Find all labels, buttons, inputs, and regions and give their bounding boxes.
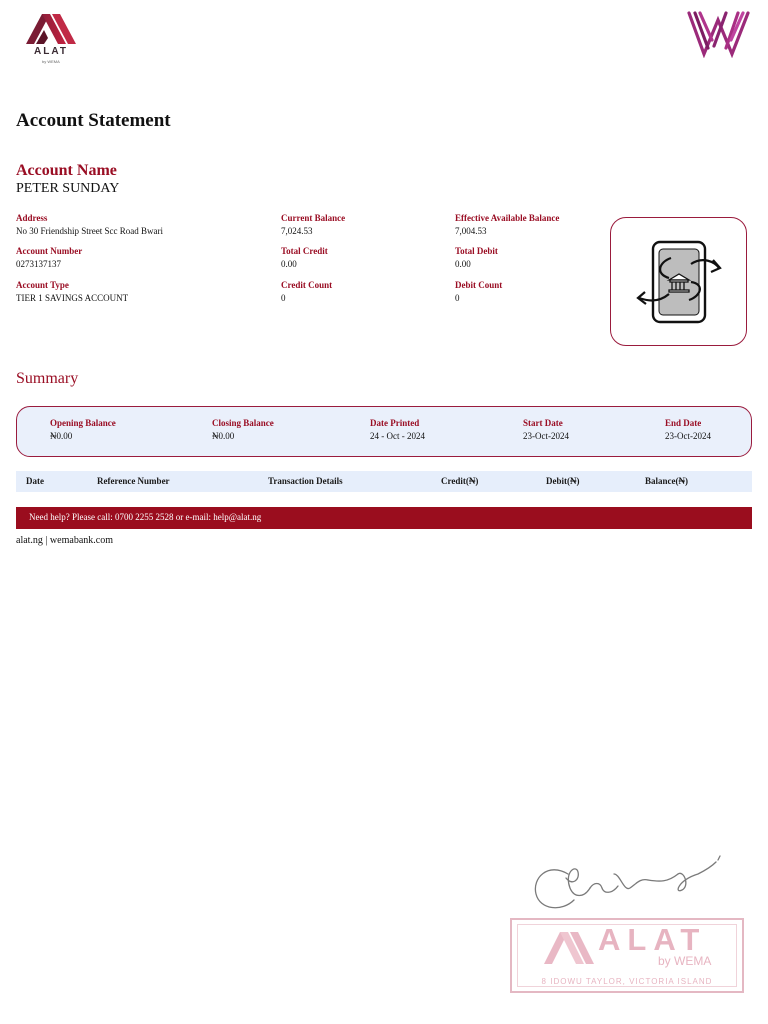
effective-balance-value: 7,004.53 <box>455 226 487 236</box>
account-type-label: Account Type <box>16 280 69 290</box>
opening-balance-value: ₦0.00 <box>50 431 73 441</box>
account-type-value: TIER 1 SAVINGS ACCOUNT <box>16 293 129 303</box>
column-reference-number: Reference Number <box>97 476 170 486</box>
wema-w-icon <box>686 10 752 58</box>
debit-count-label: Debit Count <box>455 280 503 290</box>
bank-transfer-card <box>610 217 747 346</box>
transactions-table-header <box>16 471 752 492</box>
stamp-alat-mark-icon <box>540 928 596 968</box>
closing-balance-label: Closing Balance <box>212 418 274 428</box>
total-debit-label: Total Debit <box>455 246 498 256</box>
total-credit-label: Total Credit <box>281 246 328 256</box>
closing-balance-value: ₦0.00 <box>212 431 235 441</box>
current-balance-value: 7,024.53 <box>281 226 313 236</box>
date-printed-label: Date Printed <box>370 418 420 428</box>
start-date-label: Start Date <box>523 418 563 428</box>
signature <box>528 852 724 918</box>
credit-count-value: 0 <box>281 293 286 303</box>
address-label: Address <box>16 213 48 223</box>
stamp-address: 8 IDOWU TAYLOR, VICTORIA ISLAND <box>541 977 713 986</box>
credit-count-label: Credit Count <box>281 280 333 290</box>
alat-logo <box>22 10 78 66</box>
signature-icon <box>528 852 724 918</box>
company-stamp <box>510 918 744 993</box>
date-printed-value: 24 - Oct - 2024 <box>370 431 425 441</box>
page-title: Account Statement <box>16 110 171 131</box>
account-number-value: 0273137137 <box>16 259 61 269</box>
column-transaction-details: Transaction Details <box>268 476 343 486</box>
column-balance: Balance(₦) <box>645 476 688 486</box>
total-debit-value: 0.00 <box>455 259 471 269</box>
column-credit: Credit(₦) <box>441 476 479 486</box>
summary-box <box>16 406 752 457</box>
end-date-value: 23-Oct-2024 <box>665 431 711 441</box>
end-date-label: End Date <box>665 418 702 428</box>
alat-logo-subtext: by WEMA <box>42 59 60 64</box>
help-text: Need help? Please call: 0700 2255 2528 or e-mail: help@alat.ng <box>29 512 262 522</box>
site-links: alat.ng | wemabank.com <box>16 535 113 546</box>
help-bar <box>16 507 752 529</box>
current-balance-label: Current Balance <box>281 213 346 223</box>
bank-transfer-icon <box>611 218 745 344</box>
alat-mark-icon <box>22 10 78 50</box>
column-debit: Debit(₦) <box>546 476 580 486</box>
wema-logo <box>686 10 752 58</box>
summary-title: Summary <box>16 370 79 387</box>
account-number-label: Account Number <box>16 246 83 256</box>
total-credit-value: 0.00 <box>281 259 297 269</box>
column-date: Date <box>26 476 44 486</box>
account-name-value: PETER SUNDAY <box>16 181 120 196</box>
account-name-label: Account Name <box>16 162 117 179</box>
debit-count-value: 0 <box>455 293 460 303</box>
effective-balance-label: Effective Available Balance <box>455 213 560 223</box>
stamp-brand: ALAT <box>598 922 707 957</box>
address-value: No 30 Friendship Street Scc Road Bwari <box>16 226 163 236</box>
opening-balance-label: Opening Balance <box>50 418 116 428</box>
stamp-by: by WEMA <box>658 954 712 968</box>
start-date-value: 23-Oct-2024 <box>523 431 569 441</box>
alat-logo-text: ALAT <box>34 46 68 57</box>
